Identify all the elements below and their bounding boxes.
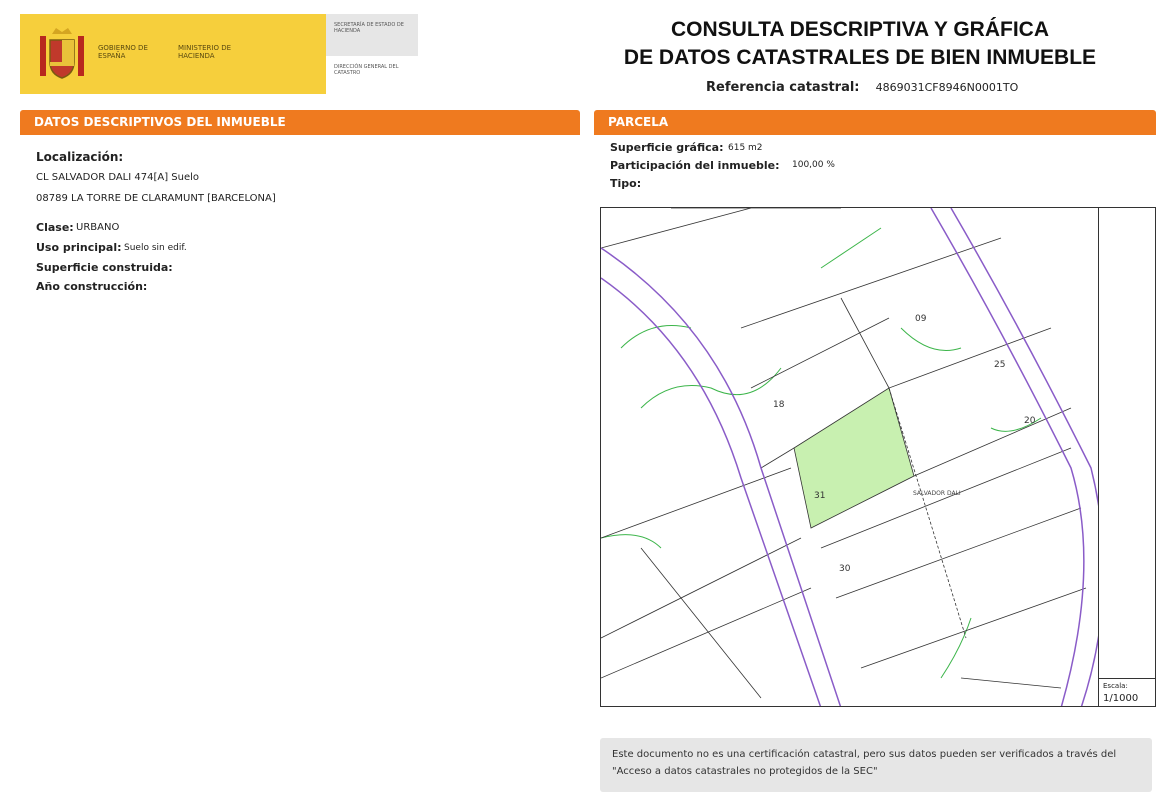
superficie-construida-label: Superficie construida: (36, 261, 173, 274)
logo-secretaria-text: SECRETARÍA DE ESTADO DE HACIENDA (334, 22, 404, 34)
section-header-parcela: PARCELA (594, 110, 1156, 134)
superficie-grafica-label: Superficie gráfica: (610, 141, 724, 154)
scale-value: 1/1000 (1103, 693, 1139, 704)
logo-direccion-text: DIRECCIÓN GENERAL DEL CATASTRO (334, 64, 399, 76)
localizacion-label: Localización: (36, 150, 124, 164)
parcel-number-30: 30 (839, 564, 851, 574)
coat-of-arms-icon (34, 26, 90, 84)
clase-value: URBANO (76, 222, 120, 233)
uso-principal-value: Suelo sin edif. (124, 243, 187, 253)
map-drawing (601, 208, 1098, 707)
disclaimer-text: Este documento no es una certificación catastral, pero sus datos pueden ser verificados a través del "Acceso a datos catastrales no protegidos de la SEC" (612, 749, 1117, 777)
scale-box (1098, 678, 1156, 707)
section-divider-left (20, 133, 580, 135)
section-header-datos: DATOS DESCRIPTIVOS DEL INMUEBLE (20, 110, 580, 134)
government-logo (20, 14, 326, 94)
section-divider-right (594, 133, 1156, 135)
clase-label: Clase: (36, 221, 74, 234)
parcel-number-18: 18 (773, 400, 785, 410)
tipo-label: Tipo: (610, 177, 642, 190)
map-legend (1098, 208, 1156, 678)
participacion-label: Participación del inmueble: (610, 159, 780, 172)
cadastral-map[interactable] (600, 207, 1156, 707)
uso-principal-label: Uso principal: (36, 241, 122, 254)
localizacion-line-1: CL SALVADOR DALI 474[A] Suelo (36, 172, 200, 183)
title-line-2: DE DATOS CATASTRALES DE BIEN INMUEBLE (623, 46, 1097, 69)
referencia-catastral (706, 80, 1018, 95)
superficie-grafica-value: 615 m2 (728, 143, 763, 153)
ref-value: 4869031CF8946N0001TO (875, 81, 1019, 94)
anio-construccion-label: Año construcción: (36, 280, 148, 293)
ref-label: Referencia catastral: (706, 80, 860, 95)
disclaimer-box (600, 738, 1152, 792)
parcel-number-20: 20 (1024, 416, 1036, 426)
localizacion-line-2: 08789 LA TORRE DE CLARAMUNT [BARCELONA] (36, 193, 276, 204)
participacion-value: 100,00 % (792, 160, 835, 170)
title-line-1: CONSULTA DESCRIPTIVA Y GRÁFICA (670, 18, 1050, 41)
logo-ministerio-text: MINISTERIO DE HACIENDA (178, 44, 232, 60)
document-title (590, 16, 1130, 72)
logo-secretaria-box (326, 14, 418, 56)
parcel-number-25: 25 (994, 360, 1006, 370)
parcel-number-09: 09 (915, 314, 927, 324)
logo-gobierno-text: GOBIERNO DE ESPAÑA (98, 44, 148, 60)
street-label: SALVADOR DALI (913, 490, 961, 497)
scale-label: Escala: (1103, 682, 1128, 690)
parcel-number-31: 31 (814, 491, 826, 501)
